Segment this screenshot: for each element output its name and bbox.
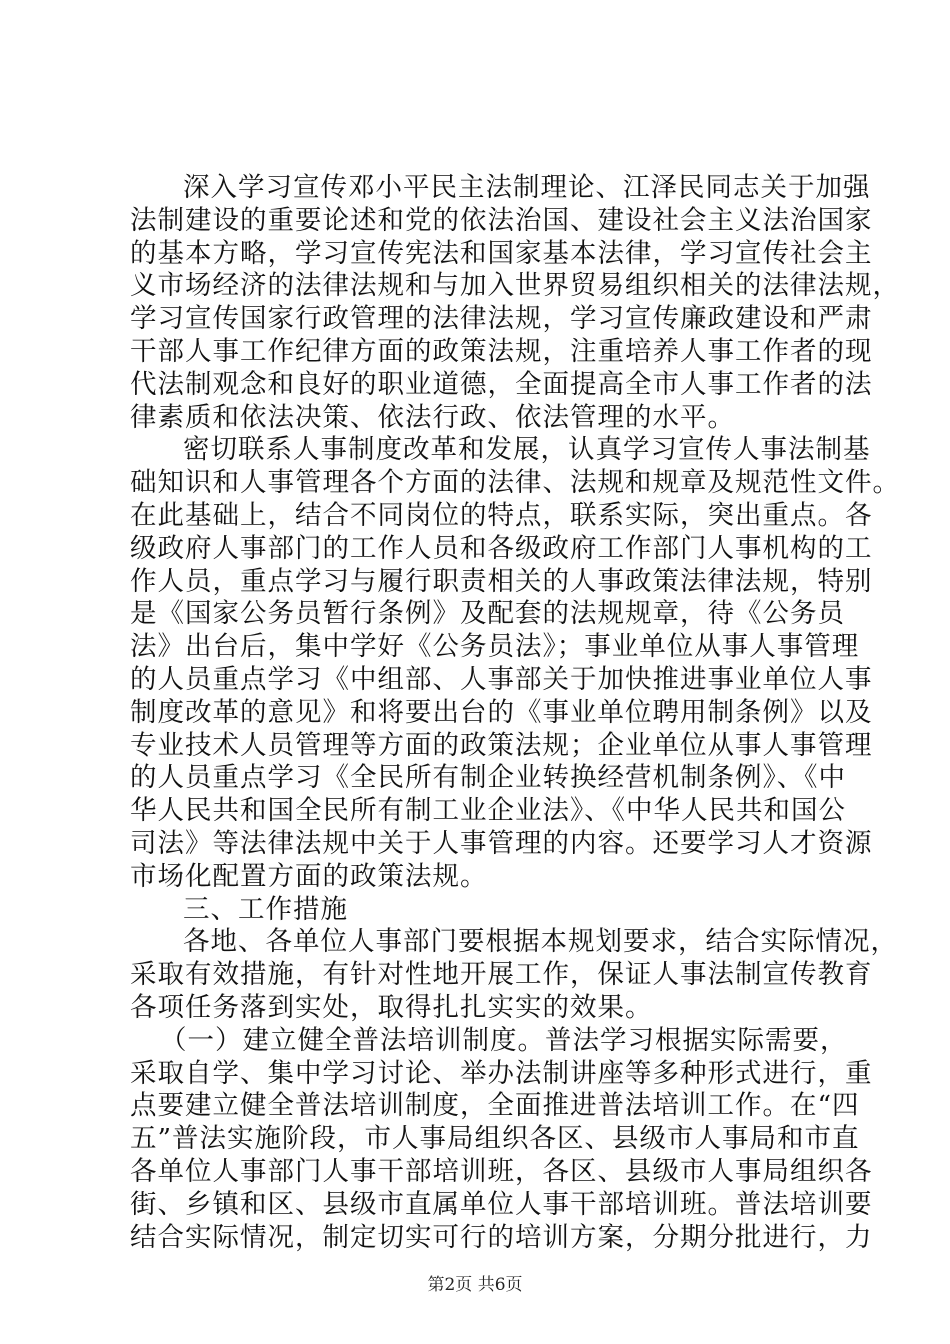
paragraph-line: 律素质和依法决策、依法行政、依法管理的水平。 bbox=[130, 401, 735, 433]
paragraph-line: 础知识和人事管理各个方面的法律、法规和规章及规范性文件。 bbox=[130, 467, 900, 499]
paragraph-line: 法制建设的重要论述和党的依法治国、建设社会主义法治国家 bbox=[130, 204, 873, 236]
paragraph-line: 采取有效措施，有针对性地开展工作，保证人事法制宣传教育 bbox=[130, 959, 873, 991]
paragraph-line: 各地、各单位人事部门要根据本规划要求，结合实际情况， bbox=[183, 926, 898, 958]
paragraph-line: 专业技术人员管理等方面的政策法规；企业单位从事人事管理 bbox=[130, 729, 873, 761]
paragraph-line: 是《国家公务员暂行条例》及配套的法规规章，待《公务员 bbox=[130, 598, 845, 630]
document-body bbox=[130, 172, 900, 1254]
paragraph-line: 义市场经济的法律法规和与加入世界贸易组织相关的法律法规， bbox=[130, 270, 900, 302]
paragraph-line: 各单位人事部门人事干部培训班，各区、县级市人事局组织各 bbox=[130, 1155, 873, 1187]
paragraph-line: 街、乡镇和区、县级市直属单位人事干部培训班。普法培训要 bbox=[130, 1188, 873, 1220]
paragraph-line: 代法制观念和良好的职业道德，全面提高全市人事工作者的法 bbox=[130, 368, 873, 400]
paragraph-line: 结合实际情况，制定切实可行的培训方案，分期分批进行，力 bbox=[130, 1221, 873, 1253]
paragraph-line: 市场化配置方面的政策法规。 bbox=[130, 860, 488, 892]
paragraph-line: 学习宣传国家行政管理的法律法规，学习宣传廉政建设和严肃 bbox=[130, 303, 873, 335]
paragraph-line: 的人员重点学习《全民所有制企业转换经营机制条例》、《中 bbox=[130, 762, 846, 794]
paragraph-line: 五”普法实施阶段，市人事局组织各区、县级市人事局和市直 bbox=[130, 1123, 860, 1155]
paragraph-line: 法》出台后，集中学好《公务员法》；事业单位从事人事管理 bbox=[130, 631, 860, 663]
paragraph-line: 深入学习宣传邓小平民主法制理论、江泽民同志关于加强 bbox=[183, 172, 871, 203]
paragraph-line: 级政府人事部门的工作人员和各级政府工作部门人事机构的工 bbox=[130, 532, 873, 564]
paragraph-line: 制度改革的意见》和将要出台的《事业单位聘用制条例》以及 bbox=[130, 696, 873, 728]
paragraph-line: 华人民共和国全民所有制工业企业法》、《中华人民共和国公 bbox=[130, 795, 846, 827]
paragraph-line: 作人员，重点学习与履行职责相关的人事政策法律法规，特别 bbox=[130, 565, 873, 597]
paragraph-line: 的人员重点学习《中组部、人事部关于加快推进事业单位人事 bbox=[130, 663, 873, 695]
paragraph-line: 在此基础上，结合不同岗位的特点，联系实际，突出重点。各 bbox=[130, 499, 873, 531]
section-heading: 三、工作措施 bbox=[183, 893, 348, 925]
paragraph-line: （一）建立健全普法培训制度。普法学习根据实际需要， bbox=[160, 1024, 848, 1056]
paragraph-line: 采取自学、集中学习讨论、举办法制讲座等多种形式进行，重 bbox=[130, 1057, 873, 1089]
paragraph-line: 各项任务落到实处，取得扎扎实实的效果。 bbox=[130, 991, 653, 1023]
paragraph-line: 干部人事工作纪律方面的政策法规，注重培养人事工作者的现 bbox=[130, 335, 873, 367]
paragraph-line: 密切联系人事制度改革和发展，认真学习宣传人事法制基 bbox=[183, 434, 871, 466]
paragraph-line: 司法》等法律法规中关于人事管理的内容。还要学习人才资源 bbox=[130, 827, 873, 859]
page-number-footer: 第2页 共6页 bbox=[427, 1275, 523, 1295]
paragraph-line: 的基本方略，学习宣传宪法和国家基本法律，学习宣传社会主 bbox=[130, 237, 873, 269]
paragraph-line: 点要建立健全普法培训制度，全面推进普法培训工作。在“四 bbox=[130, 1090, 860, 1122]
